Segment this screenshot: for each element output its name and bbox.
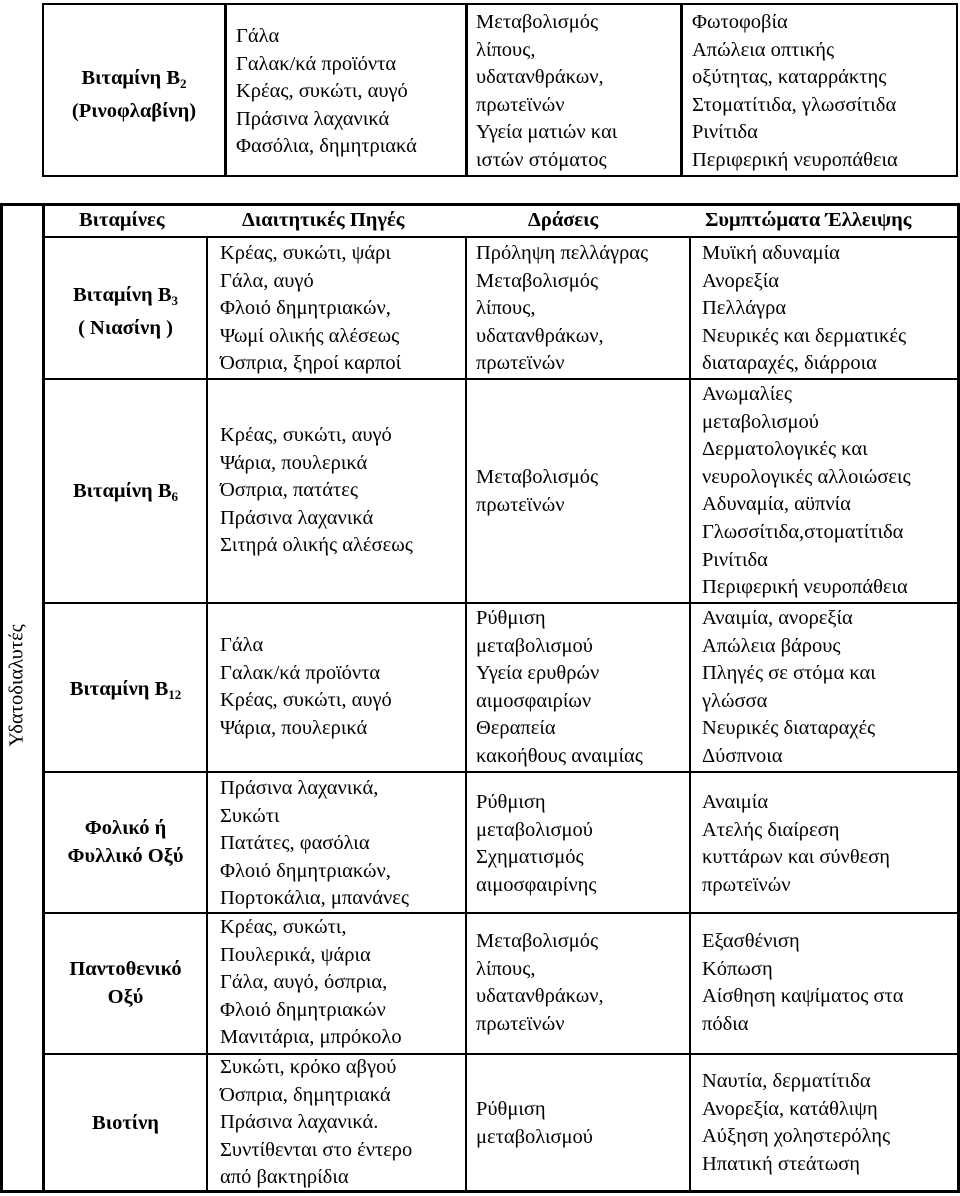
cell-line: Ρύθμιση — [476, 791, 546, 813]
cell-line: Φασόλια, δημητριακά — [236, 135, 417, 158]
cell-line: μεταβολισμού — [476, 1125, 593, 1148]
top-col-line-3 — [465, 3, 468, 177]
cell-line: Μεταβολισμός — [476, 11, 599, 33]
vitamin-name-biotin — [45, 1110, 206, 1138]
cell-line: Ρύθμιση — [476, 607, 546, 629]
cell-line: Πορτοκάλια, μπανάνες — [220, 887, 409, 910]
cell-line: Αδυναμία, αϋπνία — [702, 493, 851, 516]
cell-line: Ανωμαλίες — [702, 383, 792, 405]
actions-biotin — [476, 1096, 593, 1151]
cell-line: Υγεία ερυθρών — [476, 662, 600, 685]
cell-line: αιμοσφαιρίων — [476, 689, 592, 712]
cell-line: Συκώτι, κρόκο αβγού — [220, 1056, 397, 1078]
cell-line: Συκώτι — [220, 804, 280, 827]
cell-line: Μυϊκή αδυναμία — [702, 242, 840, 264]
cell-line: Ψάρια, πουλερικά — [220, 716, 368, 739]
cell-line: Ρινίτιδα — [692, 121, 758, 144]
cell-line: Κρέας, συκώτι, αυγό — [220, 424, 392, 446]
cell-line: Κρέας, συκώτι, — [220, 916, 347, 938]
top-vitamin-name: Βιταμίνη $B_2$ (Ρινοφλαβίνη) — [71, 67, 197, 122]
cell-line: Πράσινα λαχανικά — [220, 506, 374, 529]
cell-line: νευρολογικές αλλοιώσεις — [702, 465, 911, 488]
cell-line: Ψάρια, πουλερικά — [220, 451, 368, 474]
cell-line: λίπους, — [476, 38, 536, 61]
cell-line: Όσπρια, πατάτες — [220, 479, 358, 502]
cell-line: Φλοιό δημητριακών — [220, 998, 386, 1021]
cell-line: μεταβολισμού — [476, 634, 593, 657]
cell-line: λίπους, — [476, 957, 536, 980]
cell-line: Κρέας, συκώτι, ψάρι — [220, 242, 391, 264]
cell-line: Ρύθμιση — [476, 1098, 546, 1120]
cell-line: Ηπατική στεάτωση — [702, 1152, 860, 1175]
cell-line: Γάλα — [236, 25, 280, 47]
cell-line: Παντοθενικό — [69, 958, 182, 980]
cell-line: Γαλακ/κά προϊόντα — [236, 52, 397, 75]
sources-b3 — [220, 240, 401, 378]
cell-line: Μεταβολισμός — [476, 466, 599, 488]
cell-line: Φυλλικό Οξύ — [67, 844, 184, 867]
row-separator — [44, 378, 958, 380]
cell-line: Μεταβολισμός — [476, 269, 599, 292]
col-line-symptoms — [689, 238, 691, 1193]
cell-line: υδατανθράκων, — [476, 66, 604, 89]
cell-line: λίπους, — [476, 297, 536, 320]
cell-line: Φωτοφοβία — [692, 11, 788, 33]
symptoms-biotin — [702, 1068, 890, 1178]
cell-line: αιμοσφαιρίνης — [476, 873, 597, 896]
top-col-line-4 — [680, 3, 683, 177]
header-symptoms: Συμπτώματα Έλλειψης — [705, 209, 912, 231]
cell-line: Θεραπεία — [476, 717, 556, 740]
cell-line: Πελλάγρα — [702, 297, 787, 320]
cell-line: πρωτεϊνών — [702, 873, 791, 896]
cell-line: Γλωσσίτιδα,στοματίτιδα — [702, 520, 904, 543]
cell-line: πόδια — [702, 1012, 749, 1035]
cell-line: Υγεία ματιών και — [476, 121, 618, 144]
cell-line: Αίσθηση καψίματος στα — [702, 985, 904, 1008]
cell-line: Γαλακ/κά προϊόντα — [220, 661, 381, 684]
cell-line: Αναιμία, ανορεξία — [702, 607, 853, 629]
cell-line: Οξύ — [107, 985, 144, 1008]
row-separator — [44, 771, 958, 773]
cell-line: Στοματίτιδα, γλωσσίτιδα — [692, 93, 897, 116]
header-sources: Διαιτητικές Πηγές — [242, 209, 405, 231]
cell-line: Ανορεξία — [702, 269, 780, 292]
cell-line: Φολικό ή — [84, 817, 167, 839]
cell-line: Δύσπνοια — [702, 744, 783, 767]
cell-line: Ανορεξία, κατάθλιψη — [702, 1097, 878, 1120]
cell-line: Φλοιό δημητριακών, — [220, 859, 391, 882]
cell-line: Γάλα, αυγό, όσπρια, — [220, 971, 388, 994]
vitamin-name-b6: Βιταμίνη $B_6$ — [73, 480, 178, 504]
sources-b12 — [220, 632, 392, 742]
cell-line: Πατάτες, φασόλια — [220, 832, 370, 855]
row-separator — [44, 1053, 958, 1055]
cell-line: Βιοτίνη — [92, 1112, 159, 1134]
actions-b12 — [476, 605, 643, 771]
cell-line: Κρέας, συκώτι, αυγό — [220, 689, 392, 712]
sources-b6 — [220, 422, 413, 560]
cell-line: πρωτεϊνών — [476, 493, 565, 516]
cell-line: Κρέας, συκώτι, αυγό — [236, 80, 408, 103]
cell-line: Σιτηρά ολικής αλέσεως — [220, 534, 413, 557]
cell-line: Περιφερική νευροπάθεια — [702, 576, 908, 599]
row-separator — [44, 602, 958, 604]
vitamin-name-pantothenic — [45, 956, 206, 1011]
cell-line: Ατελής διαίρεση — [702, 818, 840, 841]
sources-biotin — [220, 1054, 412, 1192]
cell-line: Δερματολογικές και — [702, 438, 868, 461]
symptoms-folic — [702, 789, 890, 899]
cell-line: Γάλα, αυγό — [220, 269, 314, 292]
cell-line: υδατανθράκων, — [476, 324, 604, 347]
cell-line: μεταβολισμού — [476, 818, 593, 841]
sources-folic — [220, 775, 409, 913]
cell-line: Πληγές σε στόμα και — [702, 662, 876, 685]
actions-b6 — [476, 464, 598, 519]
cell-line: Εξασθένιση — [702, 930, 800, 952]
cell-line: από βακτηρίδια — [220, 1166, 349, 1189]
cell-line: Όσπρια, ξηροί καρποί — [220, 352, 402, 375]
cell-line: Πράσινα λαχανικά — [236, 107, 390, 130]
row-separator — [44, 912, 958, 914]
cell-line: Φλοιό δημητριακών, — [220, 297, 391, 320]
symptoms-b6 — [702, 381, 911, 602]
cell-line: Κόπωση — [702, 957, 773, 980]
cell-line: μεταβολισμού — [702, 410, 819, 433]
side-label: Υδατοδιαλυτές — [5, 624, 28, 747]
top-rule — [42, 3, 958, 5]
top-col-line-2 — [224, 3, 227, 177]
header-vitamins: Βιταμίνες — [79, 209, 165, 231]
main-left-border — [0, 203, 3, 1193]
top-col-line-5 — [956, 3, 958, 177]
cell-line: Μανιτάρια, μπρόκολο — [220, 1026, 402, 1049]
cell-line: Σχηματισμός — [476, 846, 584, 869]
cell-line: ιστών στόματος — [476, 148, 607, 171]
symptoms-b12 — [702, 605, 876, 771]
cell-line: πρωτεϊνών — [476, 93, 565, 116]
cell-line: Συντίθενται στο έντερο — [220, 1138, 413, 1161]
header-actions: Δράσεις — [528, 209, 599, 231]
main-bottom-rule — [0, 1190, 960, 1193]
vitamin-name-folic — [45, 815, 206, 870]
vitamin-name-b12: Βιταμίνη $B_{12}$ — [69, 678, 182, 702]
cell-line: Πουλερικά, ψάρια — [220, 943, 371, 966]
cell-line: γλώσσα — [702, 689, 768, 712]
cell-line: κακοήθους αναιμίας — [476, 744, 643, 767]
top-bottom-rule — [42, 175, 958, 177]
header-bottom-rule — [44, 236, 960, 238]
cell-line: πρωτεϊνών — [476, 1012, 565, 1035]
cell-line: υδατανθράκων, — [476, 985, 604, 1008]
cell-line: διαταραχές, διάρροια — [702, 352, 877, 375]
symptoms-b3 — [702, 240, 906, 378]
cell-line: Όσπρια, δημητριακά — [220, 1083, 391, 1106]
main-top-rule — [0, 203, 960, 206]
actions-b3 — [476, 240, 648, 378]
top-actions — [476, 9, 617, 175]
top-symptoms — [692, 9, 898, 175]
cell-line: Μεταβολισμός — [476, 930, 599, 952]
cell-line: Ψωμί ολικής αλέσεως — [220, 324, 400, 347]
symptoms-pantothenic — [702, 928, 904, 1038]
sources-pantothenic — [220, 914, 402, 1052]
cell-line: Πρόληψη πελλάγρας — [476, 242, 649, 264]
cell-line: Ρινίτιδα — [702, 548, 768, 571]
cell-line: Νευρικές και δερματικές — [702, 324, 907, 347]
cell-line: Πράσινα λαχανικά. — [220, 1111, 379, 1134]
cell-line: Ναυτία, δερματίτιδα — [702, 1070, 871, 1092]
cell-line: Περιφερική νευροπάθεια — [692, 148, 898, 171]
cell-line: Αναιμία — [702, 791, 769, 813]
top-sources — [236, 23, 417, 161]
cell-line: Απώλεια οπτικής — [692, 38, 835, 61]
vitamin-name-b3: Βιταμίνη $B_3$ ( Νιασίνη ) — [73, 284, 178, 339]
cell-line: πρωτεϊνών — [476, 352, 565, 375]
cell-line: Πράσινα λαχανικά, — [220, 777, 379, 799]
cell-line: Απώλεια βάρους — [702, 634, 841, 657]
cell-line: οξύτητας, καταρράκτης — [692, 66, 887, 89]
col-line-sources — [206, 238, 208, 1193]
cell-line: Αύξηση χοληστερόλης — [702, 1125, 891, 1148]
cell-line: Νευρικές διαταραχές — [702, 717, 876, 740]
actions-folic — [476, 789, 597, 899]
cell-line: Γάλα — [220, 634, 264, 656]
cell-line: κυττάρων και σύνθεση — [702, 846, 891, 869]
actions-pantothenic — [476, 928, 604, 1038]
col-line-actions — [465, 238, 467, 1193]
